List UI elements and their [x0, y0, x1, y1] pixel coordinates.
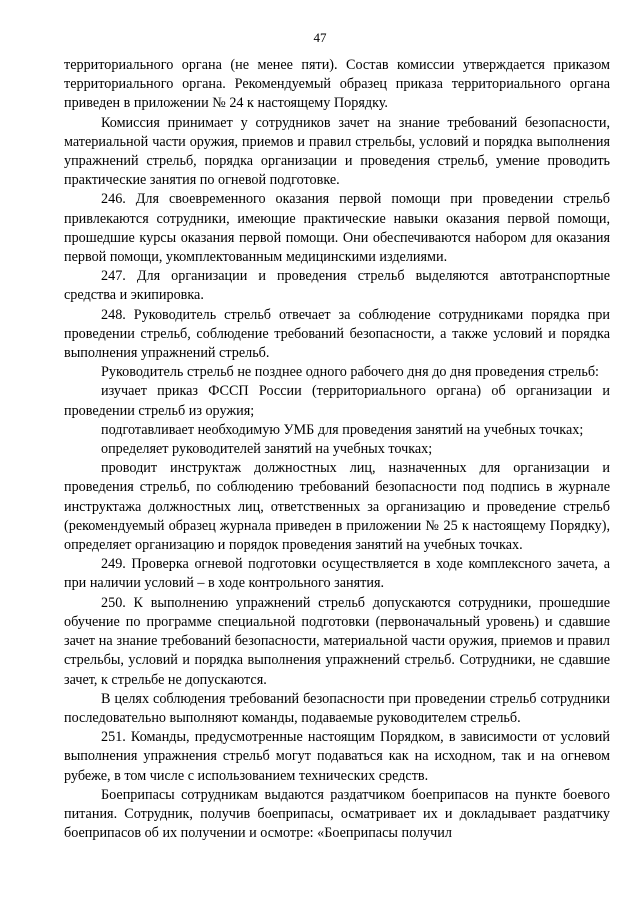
paragraph: 247. Для организации и проведения стрельб выделяются автотранспортные средства и экипировка. [64, 268, 610, 304]
paragraph: изучает приказ ФССП России (территориального органа) об организации и проведении стрельб из оружия; [64, 383, 610, 419]
paragraph: проводит инструктаж должностных лиц, назначенных для организации и проведения стрельб, по соблюдению требований безопасности под подпись в журнале инструктажа должностных лиц, ответственных за организацию и проведение стрельб (рекомендуемый образец журнала приведен в приложении № 25 к настоящему Порядку), определяет организацию и порядок проведения занятий на учебных точках. [64, 460, 610, 554]
paragraph: территориального органа (не менее пяти). Состав комиссии утверждается приказом территориального органа. Рекомендуемый образец приказа территориального органа приведен в приложении № 24 к настоящему Порядку. [64, 57, 610, 112]
paragraph: 248. Руководитель стрельб отвечает за соблюдение сотрудниками порядка при проведении стрельб, соблюдение требований безопасности, а также условий и порядка выполнения упражнений стрельб. [64, 306, 610, 362]
paragraph: 246. Для своевременного оказания первой помощи при проведении стрельб привлекаются сотрудники, имеющие практические навыки оказания первой помощи, прошедшие курсы оказания первой помощи. Они обеспечиваются набором для оказания первой помощи, укомплектованным медицинскими изделиями. [64, 191, 610, 266]
paragraph: Боеприпасы сотрудникам выдаются раздатчиком боеприпасов на пункте боевого питания. Сотрудник, получив боеприпасы, осматривает их и докладывает раздатчику боеприпасов об их получении и осмотре: «Боеприпасы получил [64, 786, 610, 842]
paragraph: 251. Команды, предусмотренные настоящим Порядком, в зависимости от условий выполнения упражнения стрельб могут подаваться как на исходном, так и на огневом рубеже, в том числе с использованием технических средств. [64, 729, 610, 784]
paragraph: подготавливает необходимую УМБ для проведения занятий на учебных точках; [101, 421, 584, 438]
paragraph: В целях соблюдения требований безопасности при проведении стрельб сотрудники последовательно выполняют команды, подаваемые руководителем стрельб. [64, 690, 610, 726]
paragraph: определяет руководителей занятий на учебных точках; [101, 441, 433, 458]
paragraph: 249. Проверка огневой подготовки осуществляется в ходе комплексного зачета, а при наличии условий – в ходе контрольного занятия. [64, 556, 610, 592]
page-number: 47 [313, 30, 327, 45]
paragraph: Комиссия принимает у сотрудников зачет на знание требований безопасности, материальной части оружия, приемов и правил стрельбы, условий и порядка выполнения упражнений стрельб, порядка организации и проведения стрельб, умение проводить практические занятия по огневой подготовке. [64, 114, 610, 189]
paragraph: 250. К выполнению упражнений стрельб допускаются сотрудники, прошедшие обучение по программе специальной подготовки (первоначальный уровень) и сдавшие зачет на знание требований безопасности, материальной части оружия, приемов и правил стрельбы, условий и порядка выполнения упражнений стрельб. Сотрудники, не сдавшие зачет, к стрельбе не допускаются. [64, 594, 610, 688]
document-body [64, 56, 610, 843]
paragraph: Руководитель стрельб не позднее одного рабочего дня до дня проведения стрельб: [101, 364, 599, 381]
